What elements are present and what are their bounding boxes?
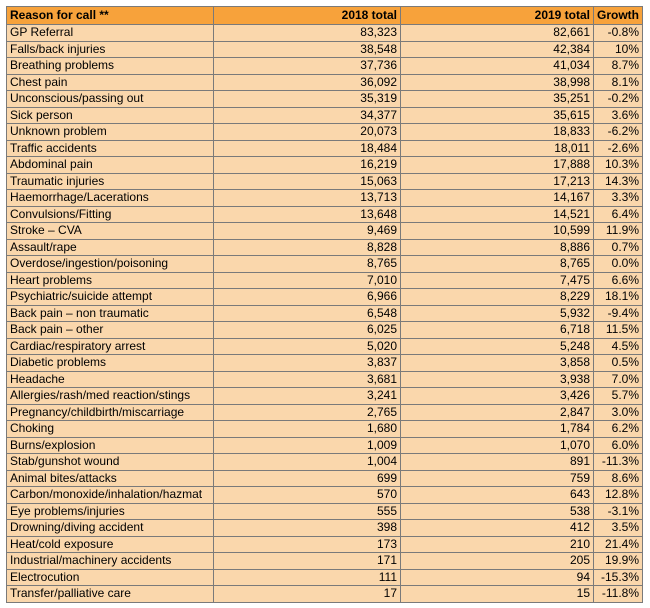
cell-2018-total: 173 bbox=[214, 536, 401, 553]
cell-reason: Choking bbox=[7, 421, 214, 438]
cell-2019-total: 3,938 bbox=[401, 371, 594, 388]
cell-growth: 12.8% bbox=[594, 487, 643, 504]
table-row bbox=[7, 569, 643, 586]
cell-growth: 3.5% bbox=[594, 520, 643, 537]
cell-2018-total: 37,736 bbox=[214, 58, 401, 75]
table-row bbox=[7, 140, 643, 157]
cell-2019-total: 1,070 bbox=[401, 437, 594, 454]
cell-reason: Carbon/monoxide/inhalation/hazmat bbox=[7, 487, 214, 504]
cell-2019-total: 1,784 bbox=[401, 421, 594, 438]
cell-reason: Falls/back injuries bbox=[7, 41, 214, 58]
cell-2019-total: 205 bbox=[401, 553, 594, 570]
table-row bbox=[7, 74, 643, 91]
cell-reason: GP Referral bbox=[7, 25, 214, 42]
table-row bbox=[7, 536, 643, 553]
cell-reason: Psychiatric/suicide attempt bbox=[7, 289, 214, 306]
cell-growth: 8.1% bbox=[594, 74, 643, 91]
cell-2019-total: 42,384 bbox=[401, 41, 594, 58]
cell-2019-total: 210 bbox=[401, 536, 594, 553]
cell-reason: Allergies/rash/med reaction/stings bbox=[7, 388, 214, 405]
cell-growth: 21.4% bbox=[594, 536, 643, 553]
cell-2018-total: 2,765 bbox=[214, 404, 401, 421]
cell-2018-total: 699 bbox=[214, 470, 401, 487]
cell-2019-total: 14,167 bbox=[401, 190, 594, 207]
cell-growth: -0.8% bbox=[594, 25, 643, 42]
cell-2019-total: 3,858 bbox=[401, 355, 594, 372]
table-row bbox=[7, 272, 643, 289]
cell-2019-total: 538 bbox=[401, 503, 594, 520]
cell-2019-total: 6,718 bbox=[401, 322, 594, 339]
cell-2018-total: 555 bbox=[214, 503, 401, 520]
cell-reason: Diabetic problems bbox=[7, 355, 214, 372]
cell-2018-total: 3,681 bbox=[214, 371, 401, 388]
cell-growth: 7.0% bbox=[594, 371, 643, 388]
cell-2018-total: 1,009 bbox=[214, 437, 401, 454]
cell-growth: 6.0% bbox=[594, 437, 643, 454]
cell-growth: 3.3% bbox=[594, 190, 643, 207]
cell-growth: 18.1% bbox=[594, 289, 643, 306]
cell-2019-total: 2,847 bbox=[401, 404, 594, 421]
cell-reason: Convulsions/Fitting bbox=[7, 206, 214, 223]
cell-2018-total: 16,219 bbox=[214, 157, 401, 174]
cell-reason: Industrial/machinery accidents bbox=[7, 553, 214, 570]
cell-growth: -15.3% bbox=[594, 569, 643, 586]
table-row bbox=[7, 470, 643, 487]
cell-growth: 6.4% bbox=[594, 206, 643, 223]
cell-2018-total: 13,648 bbox=[214, 206, 401, 223]
cell-reason: Headache bbox=[7, 371, 214, 388]
cell-growth: 6.2% bbox=[594, 421, 643, 438]
cell-2018-total: 35,319 bbox=[214, 91, 401, 108]
cell-2018-total: 8,765 bbox=[214, 256, 401, 273]
cell-growth: -0.2% bbox=[594, 91, 643, 108]
cell-growth: 8.6% bbox=[594, 470, 643, 487]
table-row bbox=[7, 256, 643, 273]
cell-2019-total: 412 bbox=[401, 520, 594, 537]
cell-2019-total: 891 bbox=[401, 454, 594, 471]
table-row bbox=[7, 371, 643, 388]
cell-2019-total: 10,599 bbox=[401, 223, 594, 240]
cell-growth: 11.5% bbox=[594, 322, 643, 339]
cell-growth: 0.0% bbox=[594, 256, 643, 273]
cell-2019-total: 35,615 bbox=[401, 107, 594, 124]
cell-2018-total: 3,837 bbox=[214, 355, 401, 372]
table-row bbox=[7, 454, 643, 471]
cell-growth: -9.4% bbox=[594, 305, 643, 322]
cell-growth: 0.5% bbox=[594, 355, 643, 372]
table-row bbox=[7, 586, 643, 603]
cell-2018-total: 20,073 bbox=[214, 124, 401, 141]
table-row bbox=[7, 503, 643, 520]
cell-2018-total: 570 bbox=[214, 487, 401, 504]
cell-2019-total: 17,888 bbox=[401, 157, 594, 174]
table-row bbox=[7, 404, 643, 421]
cell-growth: 0.7% bbox=[594, 239, 643, 256]
table-body bbox=[7, 25, 643, 603]
cell-reason: Abdominal pain bbox=[7, 157, 214, 174]
table-row bbox=[7, 124, 643, 141]
table-row bbox=[7, 206, 643, 223]
cell-2019-total: 41,034 bbox=[401, 58, 594, 75]
cell-reason: Heart problems bbox=[7, 272, 214, 289]
cell-2018-total: 5,020 bbox=[214, 338, 401, 355]
cell-2019-total: 5,932 bbox=[401, 305, 594, 322]
cell-growth: 4.5% bbox=[594, 338, 643, 355]
cell-reason: Cardiac/respiratory arrest bbox=[7, 338, 214, 355]
cell-reason: Chest pain bbox=[7, 74, 214, 91]
cell-2019-total: 35,251 bbox=[401, 91, 594, 108]
table-row bbox=[7, 355, 643, 372]
cell-growth: 6.6% bbox=[594, 272, 643, 289]
cell-2018-total: 38,548 bbox=[214, 41, 401, 58]
cell-2019-total: 18,011 bbox=[401, 140, 594, 157]
cell-growth: 11.9% bbox=[594, 223, 643, 240]
cell-2018-total: 13,713 bbox=[214, 190, 401, 207]
cell-2018-total: 15,063 bbox=[214, 173, 401, 190]
cell-reason: Unknown problem bbox=[7, 124, 214, 141]
table-row bbox=[7, 58, 643, 75]
cell-growth: 10.3% bbox=[594, 157, 643, 174]
cell-reason: Burns/explosion bbox=[7, 437, 214, 454]
table-row bbox=[7, 305, 643, 322]
cell-growth: -11.8% bbox=[594, 586, 643, 603]
cell-2019-total: 14,521 bbox=[401, 206, 594, 223]
cell-reason: Transfer/palliative care bbox=[7, 586, 214, 603]
cell-reason: Animal bites/attacks bbox=[7, 470, 214, 487]
cell-growth: 10% bbox=[594, 41, 643, 58]
cell-reason: Sick person bbox=[7, 107, 214, 124]
cell-reason: Assault/rape bbox=[7, 239, 214, 256]
cell-reason: Drowning/diving accident bbox=[7, 520, 214, 537]
cell-2018-total: 34,377 bbox=[214, 107, 401, 124]
cell-2019-total: 18,833 bbox=[401, 124, 594, 141]
cell-growth: -3.1% bbox=[594, 503, 643, 520]
cell-2018-total: 8,828 bbox=[214, 239, 401, 256]
cell-reason: Traumatic injuries bbox=[7, 173, 214, 190]
table-row bbox=[7, 520, 643, 537]
cell-reason: Electrocution bbox=[7, 569, 214, 586]
cell-reason: Heat/cold exposure bbox=[7, 536, 214, 553]
header-reason: Reason for call ** bbox=[7, 7, 214, 25]
table-row bbox=[7, 421, 643, 438]
cell-2018-total: 6,548 bbox=[214, 305, 401, 322]
table-row bbox=[7, 239, 643, 256]
cell-growth: -6.2% bbox=[594, 124, 643, 141]
cell-reason: Back pain – other bbox=[7, 322, 214, 339]
cell-reason: Traffic accidents bbox=[7, 140, 214, 157]
table-row bbox=[7, 223, 643, 240]
table-row bbox=[7, 190, 643, 207]
cell-reason: Pregnancy/childbirth/miscarriage bbox=[7, 404, 214, 421]
cell-reason: Overdose/ingestion/poisoning bbox=[7, 256, 214, 273]
table-row bbox=[7, 41, 643, 58]
header-growth: Growth bbox=[594, 7, 643, 25]
cell-growth: 14.3% bbox=[594, 173, 643, 190]
cell-2018-total: 111 bbox=[214, 569, 401, 586]
table-row bbox=[7, 487, 643, 504]
cell-2018-total: 6,025 bbox=[214, 322, 401, 339]
cell-2018-total: 398 bbox=[214, 520, 401, 537]
table-row bbox=[7, 553, 643, 570]
cell-2019-total: 82,661 bbox=[401, 25, 594, 42]
cell-2019-total: 7,475 bbox=[401, 272, 594, 289]
cell-2018-total: 17 bbox=[214, 586, 401, 603]
cell-2018-total: 36,092 bbox=[214, 74, 401, 91]
table-header-row bbox=[7, 7, 643, 25]
cell-2018-total: 1,004 bbox=[214, 454, 401, 471]
cell-2018-total: 6,966 bbox=[214, 289, 401, 306]
cell-growth: 5.7% bbox=[594, 388, 643, 405]
cell-growth: 3.0% bbox=[594, 404, 643, 421]
cell-2019-total: 5,248 bbox=[401, 338, 594, 355]
cell-2019-total: 94 bbox=[401, 569, 594, 586]
cell-reason: Eye problems/injuries bbox=[7, 503, 214, 520]
cell-2018-total: 171 bbox=[214, 553, 401, 570]
cell-growth: 3.6% bbox=[594, 107, 643, 124]
cell-growth: 19.9% bbox=[594, 553, 643, 570]
table-row bbox=[7, 338, 643, 355]
cell-2019-total: 759 bbox=[401, 470, 594, 487]
cell-reason: Breathing problems bbox=[7, 58, 214, 75]
cell-reason: Stab/gunshot wound bbox=[7, 454, 214, 471]
table-row bbox=[7, 322, 643, 339]
cell-2018-total: 83,323 bbox=[214, 25, 401, 42]
cell-reason: Stroke – CVA bbox=[7, 223, 214, 240]
table-row bbox=[7, 157, 643, 174]
cell-growth: -11.3% bbox=[594, 454, 643, 471]
cell-reason: Unconscious/passing out bbox=[7, 91, 214, 108]
cell-growth: 8.7% bbox=[594, 58, 643, 75]
cell-2019-total: 8,886 bbox=[401, 239, 594, 256]
table-row bbox=[7, 437, 643, 454]
cell-2018-total: 9,469 bbox=[214, 223, 401, 240]
cell-2018-total: 7,010 bbox=[214, 272, 401, 289]
cell-2019-total: 643 bbox=[401, 487, 594, 504]
header-2018-total: 2018 total bbox=[214, 7, 401, 25]
cell-2019-total: 8,229 bbox=[401, 289, 594, 306]
cell-2019-total: 8,765 bbox=[401, 256, 594, 273]
table-row bbox=[7, 107, 643, 124]
table-row bbox=[7, 91, 643, 108]
table-row bbox=[7, 173, 643, 190]
cell-reason: Back pain – non traumatic bbox=[7, 305, 214, 322]
table-row bbox=[7, 289, 643, 306]
cell-reason: Haemorrhage/Lacerations bbox=[7, 190, 214, 207]
header-2019-total: 2019 total bbox=[401, 7, 594, 25]
table-row bbox=[7, 388, 643, 405]
table-row bbox=[7, 25, 643, 42]
cell-2018-total: 3,241 bbox=[214, 388, 401, 405]
cell-2018-total: 18,484 bbox=[214, 140, 401, 157]
cell-2019-total: 38,998 bbox=[401, 74, 594, 91]
cell-growth: -2.6% bbox=[594, 140, 643, 157]
cell-2019-total: 3,426 bbox=[401, 388, 594, 405]
calls-table bbox=[6, 6, 643, 603]
cell-2019-total: 17,213 bbox=[401, 173, 594, 190]
cell-2018-total: 1,680 bbox=[214, 421, 401, 438]
cell-2019-total: 15 bbox=[401, 586, 594, 603]
